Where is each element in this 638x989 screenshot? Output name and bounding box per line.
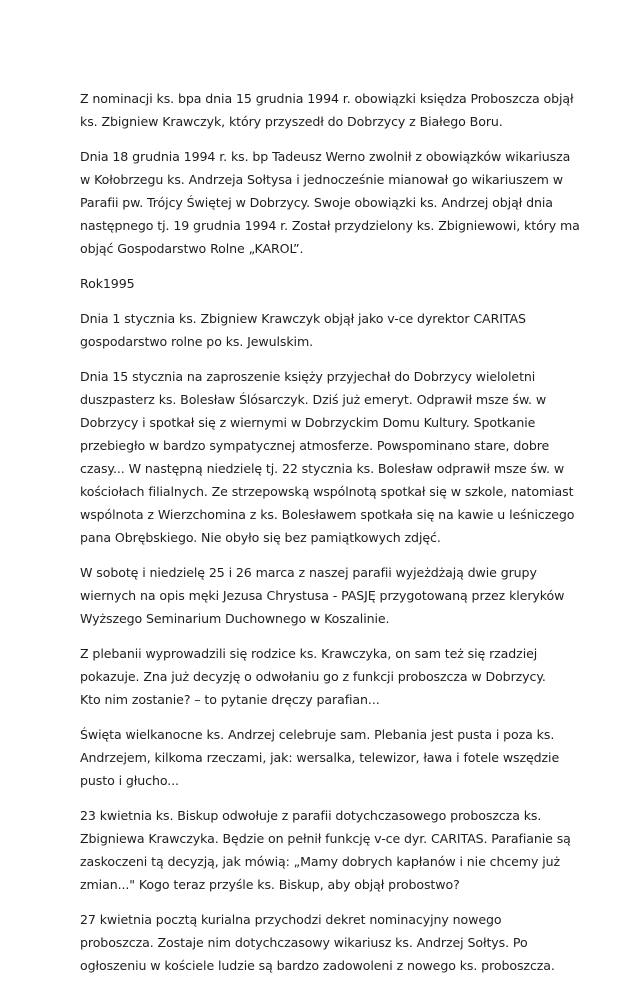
text-line: wiernych na opis męki Jezusa Chrystusa - PASJĘ przygotowaną przez kleryków [80,588,565,603]
text-line: ks. Zbigniew Krawczyk, który przyszedł do Dobrzycy z Białego Boru. [80,114,503,129]
paragraph-vicar [80,145,580,260]
text-line: Wyższego Seminarium Duchownego w Koszalinie. [80,611,390,626]
text-line: Andrzejem, kilkoma rzeczami, jak: wersalka, telewizor, ława i fotele wszędzie [80,750,560,765]
paragraph-passion [80,561,570,630]
text-line: czasy... W następną niedzielę tj. 22 stycznia ks. Bolesław odprawił msze św. w [80,461,565,476]
text-line: 27 kwietnia pocztą kurialna przychodzi dekret nominacyjny nowego [80,912,502,927]
text-line: objąć Gospodarstwo Rolne „KAROL”. [80,241,304,256]
text-line: następnego tj. 19 grudnia 1994 r. Został przydzielony ks. Zbigniewowi, który ma [80,218,580,233]
text-line: zaskoczeni tą decyzją, jak mówią: „Mamy dobrych kapłanów i nie chcemy już [80,854,561,869]
text-line: Dnia 1 stycznia ks. Zbigniew Krawczyk objął jako v-ce dyrektor CARITAS [80,311,526,326]
text-line: pana Obrębskiego. Nie obyło się bez pamiątkowych zdjęć. [80,530,441,545]
text-line: wspólnota z Wierzchomina z ks. Bolesławem spotkała się na kawie u leśniczego [80,507,575,522]
text-line: zmian..." Kogo teraz przyśle ks. Biskup, aby objął probostwo? [80,877,460,892]
text-line: gospodarstwo rolne po ks. Jewulskim. [80,334,314,349]
text-line: Dobrzycy i spotkał się z wiernymi w Dobrzyckim Domu Kultury. Spotkanie [80,415,536,430]
paragraph-caritas [80,307,570,353]
text-line: duszpasterz ks. Bolesław Ślósarczyk. Dziś już emeryt. Odprawił msze św. w [80,392,547,407]
text-line: Kto nim zostanie? – to pytanie dręczy parafian... [80,692,380,707]
text-line: Parafii pw. Trójcy Świętej w Dobrzycy. Swoje obowiązki ks. Andrzej objął dnia [80,195,553,210]
text-line: pusto i głucho... [80,773,179,788]
text-line: Święta wielkanocne ks. Andrzej celebruje sam. Plebania jest pusta i poza ks. [80,727,555,742]
text-line: Z plebanii wyprowadzili się rodzice ks. Krawczyka, on sam też się rzadziej [80,646,538,661]
document-body [80,87,580,989]
text-line: Z nominacji ks. bpa dnia 15 grudnia 1994 r. obowiązki księdza Proboszcza objął [80,91,574,106]
text-line: ogłoszeniu w kościele ludzie są bardzo zadowoleni z nowego ks. proboszcza. [80,958,555,973]
paragraph-rectory [80,642,570,711]
text-line: kościołach filialnych. Ze strzepowską wspólnotą spotkał się w szkole, natomiast [80,484,574,499]
text-line: Zbigniewa Krawczyka. Będzie on pełnił funkcję v-ce dyr. CARITAS. Parafianie są [80,831,571,846]
paragraph-nomination [80,87,574,133]
text-line: proboszcza. Zostaje nim dotychczasowy wikariusz ks. Andrzej Sołtys. Po [80,935,528,950]
text-line: w Kołobrzegu ks. Andrzeja Sołtysa i jednocześnie mianował go wikariuszem w [80,172,563,187]
text-line: Dnia 15 stycznia na zaproszenie księży przyjechał do Dobrzycy wieloletni [80,369,536,384]
paragraph-visit [80,365,575,549]
year-heading [80,272,570,295]
paragraph-decree [80,908,570,977]
paragraph-easter [80,723,570,792]
paragraph-dismissal [80,804,570,896]
text-line: W sobotę i niedzielę 25 i 26 marca z naszej parafii wyjeżdżają dwie grupy [80,565,537,580]
text-line: Dnia 18 grudnia 1994 r. ks. bp Tadeusz Werno zwolnił z obowiązków wikariusza [80,149,571,164]
text-line: Rok1995 [80,276,135,291]
text-line: przebiegło w bardzo sympatycznej atmosferze. Powspominano stare, dobre [80,438,550,453]
text-line: pokazuje. Zna już decyzję o odwołaniu go z funkcji proboszcza w Dobrzycy. [80,669,546,684]
text-line: 23 kwietnia ks. Biskup odwołuje z parafii dotychczasowego proboszcza ks. [80,808,542,823]
